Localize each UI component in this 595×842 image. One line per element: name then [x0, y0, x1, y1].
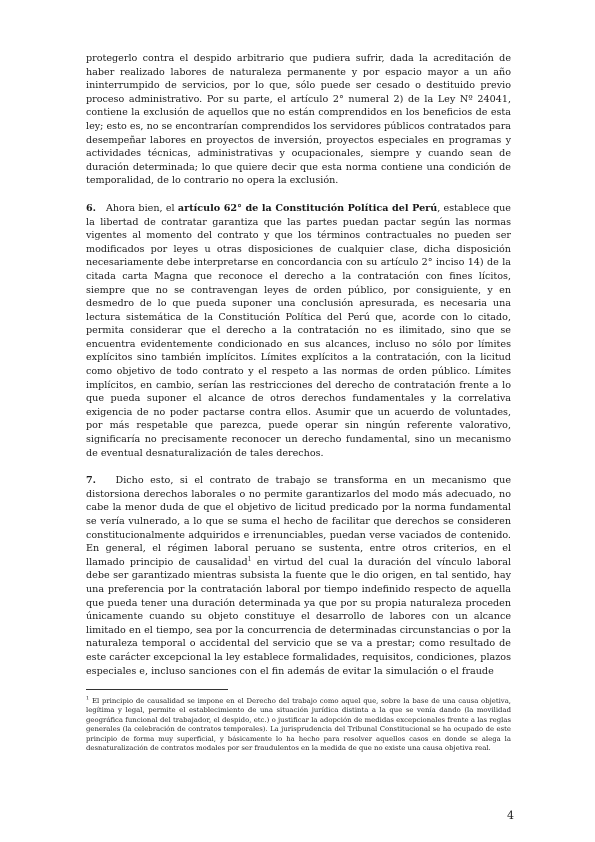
paragraph-continuation: protegerlo contra el despido arbitrario que pudiera sufrir, dada la acreditación de haber realizado labores de naturaleza permanente y por espacio mayor a un año ininterrumpido de servicios, por lo que, sólo puede ser cesado o destituido previo proceso administrativo. Por su parte, el artículo 2° numeral 2) de la Ley Nº 24041, contiene la exclusión de aquellos que no están comprendidos en los beneficios de esta ley; esto es, no se encontrarían comprendidos los servidores públicos contratados para desempeñar labores en proyectos de inversión, proyectos especiales en programas y actividades técnicas, administrativas y ocupacionales, siempre y cuando sean de duración determinada; lo que quiere decir que esta norma contiene una condición de temporalidad, de lo contrario no opera la exclusión.	[86, 53, 511, 187]
paragraph-6-text: , establece que la libertad de contratar garantiza que las partes puedan pactar según las normas vigentes al momento del contrato y que los términos contractuales no pueden ser modificados por leyes u otras disposiciones de cualquier clase, dicha disposición necesariamente debe interpretarse en concordancia con su artículo 2° inciso 14) de la citada carta Magna que reconoce el derecho a la contratación con fines lícitos, siempre que no se contravengan leyes de orden público, por consiguiente, y en desmedro de lo que pueda suponer una conclusión apresurada, es necesaria una lectura sistemática de la Constitución Política del Perú que, acorde con lo citado, permita considerar que el derecho a la contratación no es ilimitado, sino que se encuentra evidentemente condicionado en sus alcances, incluso no sólo por límites explícitos sino también implícitos. Límites explícitos a la contratación, con la licitud como objetivo de todo contrato y el respeto a las normas de orden público. Límites implícitos, en cambio, serían las restricciones del derecho de contratación frente a lo que pueda suponer el alcance de otros derechos fundamentales y la correlativa exigencia de no poder pactarse contra ellos. Asumir que un acuerdo de voluntades, por más respetable que parezca, puede operar sin ningún referente valorativo, significaría no precisamente reconocer un derecho fundamental, sino un mecanismo de eventual desnaturalización de tales derechos.	[86, 202, 511, 459]
footnote-reference[interactable]: 1	[247, 555, 252, 563]
footnote-separator	[86, 689, 228, 690]
footnote	[86, 697, 511, 753]
paragraph-number: 6.	[86, 202, 97, 214]
paragraph-7-text-continued: en virtud del cual la duración del vínculo laboral debe ser garantizado mientras subsista la fuente que le dio origen, en tal sentido, hay una preferencia por la contratación laboral por tiempo indefinido respecto de aquella que pueda tener una duración determinada ya que por su propia naturaleza proceden únicamente cuando su objeto constituye el desarrollo de labores con un alcance limitado en el tiempo, sea por la concurrencia de determinadas circunstancias o por la naturaleza temporal o accidental del servicio que se va a prestar; como resultado de este carácter excepcional la ley establece formalidades, requisitos, condiciones, plazos especiales e, incluso sanciones con el fin además de evitar la simulación o el fraude	[86, 556, 512, 677]
paragraph-6-lead: Ahora bien, el	[105, 202, 175, 214]
paragraph-7	[86, 474, 511, 678]
body-text	[86, 52, 511, 678]
footnote-text: El principio de causalidad se impone en el Derecho del trabajo como aquel que, sobre la base de una causa objetiva, legítima y legal, permite el establecimiento de una situación jurídica distinta a la que se venía dando (la movilidad geográfica funcional del trabajador, el despido, etc.) o justificar la adopción de medidas excepcionales frente a las reglas generales (la celebración de contratos temporales). La jurisprudencia del Tribunal Constitucional se ha ocupado de este principio de forma muy superficial, y básicamente lo ha hecho para resolver aquellos casos en donde se alega la desnaturalización de contratos modales por ser fraudulentos en la medida de que no existe una causa objetiva real.	[86, 697, 511, 753]
paragraph-number: 7.	[86, 475, 97, 487]
page-number: 4	[507, 809, 514, 822]
paragraph-7-text: Dicho esto, si el contrato de trabajo se transforma en un mecanismo que distorsiona derechos laborales o no permite garantizarlos del modo más adecuado, no cabe la menor duda de que el objetivo de licitud predicado por la norma fundamental se vería vulnerado, a lo que se suma el hecho de facilitar que derechos se consideren constitucionalmente adquiridos e irrenunciables, puedan verse vaciados de contenido. En general, el régimen laboral peruano se sustenta, entre otros criterios, en el llamado principio de causalidad	[86, 475, 511, 568]
footnote-mark: 1	[86, 695, 90, 702]
paragraph-6	[86, 202, 511, 460]
article-62-reference: artículo 62° de la Constitución Política del Perú	[177, 202, 438, 214]
